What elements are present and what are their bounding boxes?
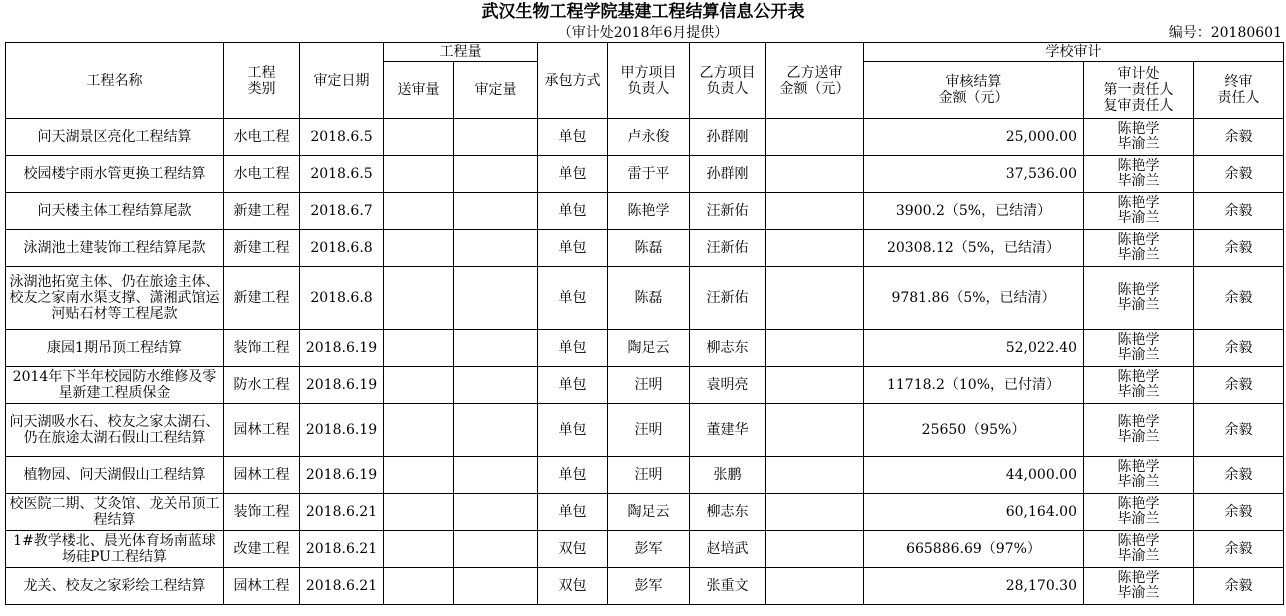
cell-approved-qty[interactable] xyxy=(454,531,538,568)
cell-party-b-amount[interactable] xyxy=(766,457,864,494)
cell-final-lead[interactable]: 余毅 xyxy=(1194,494,1284,531)
cell-project-name[interactable]: 问天楼主体工程结算尾款 xyxy=(6,193,224,230)
cell-approved-qty[interactable] xyxy=(454,119,538,156)
header-quantity-group: 工程量 xyxy=(384,43,538,62)
cell-contract-mode[interactable]: 单包 xyxy=(538,156,608,193)
cell-party-b-amount[interactable] xyxy=(766,367,864,404)
cell-final-lead[interactable]: 余毅 xyxy=(1194,404,1284,457)
cell-category[interactable]: 装饰工程 xyxy=(224,330,300,367)
cell-project-name[interactable]: 泳湖池土建装饰工程结算尾款 xyxy=(6,230,224,267)
cell-audit-amount[interactable]: 20308.12（5%，已结清） xyxy=(864,230,1084,267)
cell-final-lead[interactable]: 余毅 xyxy=(1194,457,1284,494)
table-row[interactable] xyxy=(6,568,1284,605)
cell-project-name[interactable]: 校医院二期、艾灸馆、龙关吊顶工程结算 xyxy=(6,494,224,531)
cell-category[interactable]: 园林工程 xyxy=(224,457,300,494)
cell-party-b-amount[interactable] xyxy=(766,193,864,230)
cell-party-b-lead[interactable]: 柳志东 xyxy=(690,494,766,531)
cell-contract-mode[interactable]: 双包 xyxy=(538,531,608,568)
cell-audit-lead[interactable]: 陈艳学 毕渝兰 xyxy=(1084,330,1194,367)
cell-category[interactable]: 改建工程 xyxy=(224,531,300,568)
cell-audit-amount[interactable]: 28,170.30 xyxy=(864,568,1084,605)
cell-party-b-lead[interactable]: 赵培武 xyxy=(690,531,766,568)
cell-audit-amount[interactable]: 665886.69（97%） xyxy=(864,531,1084,568)
cell-audit-lead[interactable]: 陈艳学 毕渝兰 xyxy=(1084,193,1194,230)
cell-contract-mode[interactable]: 单包 xyxy=(538,230,608,267)
cell-project-name[interactable]: 校园楼宇雨水管更换工程结算 xyxy=(6,156,224,193)
table-row[interactable] xyxy=(6,494,1284,531)
cell-contract-mode[interactable]: 单包 xyxy=(538,494,608,531)
cell-submitted-qty[interactable] xyxy=(384,267,454,330)
cell-date[interactable]: 2018.6.8 xyxy=(300,267,384,330)
cell-party-a-lead[interactable]: 彭军 xyxy=(608,568,690,605)
cell-project-name[interactable]: 2014年下半年校园防水维修及零星新建工程质保金 xyxy=(6,367,224,404)
cell-category[interactable]: 装饰工程 xyxy=(224,494,300,531)
table-body xyxy=(6,119,1284,605)
cell-contract-mode[interactable]: 单包 xyxy=(538,193,608,230)
cell-party-b-lead[interactable]: 柳志东 xyxy=(690,330,766,367)
cell-party-b-amount[interactable] xyxy=(766,230,864,267)
cell-approved-qty[interactable] xyxy=(454,156,538,193)
cell-party-b-amount[interactable] xyxy=(766,494,864,531)
cell-submitted-qty[interactable] xyxy=(384,156,454,193)
cell-date[interactable]: 2018.6.19 xyxy=(300,457,384,494)
cell-party-b-amount[interactable] xyxy=(766,531,864,568)
table-row[interactable] xyxy=(6,367,1284,404)
cell-approved-qty[interactable] xyxy=(454,267,538,330)
table-row[interactable] xyxy=(6,193,1284,230)
cell-party-b-lead[interactable]: 汪新佑 xyxy=(690,230,766,267)
cell-party-b-lead[interactable]: 汪新佑 xyxy=(690,193,766,230)
cell-submitted-qty[interactable] xyxy=(384,568,454,605)
cell-audit-lead[interactable]: 陈艳学 毕渝兰 xyxy=(1084,119,1194,156)
cell-party-b-amount[interactable] xyxy=(766,404,864,457)
cell-approved-qty[interactable] xyxy=(454,193,538,230)
table-row[interactable] xyxy=(6,531,1284,568)
cell-date[interactable]: 2018.6.19 xyxy=(300,330,384,367)
cell-audit-lead[interactable]: 陈艳学 毕渝兰 xyxy=(1084,457,1194,494)
cell-party-b-lead[interactable]: 孙群刚 xyxy=(690,119,766,156)
cell-date[interactable]: 2018.6.8 xyxy=(300,230,384,267)
cell-party-a-lead[interactable]: 陈艳学 xyxy=(608,193,690,230)
cell-approved-qty[interactable] xyxy=(454,230,538,267)
cell-date[interactable]: 2018.6.19 xyxy=(300,404,384,457)
cell-party-a-lead[interactable]: 卢永俊 xyxy=(608,119,690,156)
cell-date[interactable]: 2018.6.21 xyxy=(300,568,384,605)
cell-contract-mode[interactable]: 单包 xyxy=(538,457,608,494)
table-row[interactable] xyxy=(6,267,1284,330)
cell-audit-lead[interactable]: 陈艳学 毕渝兰 xyxy=(1084,404,1194,457)
cell-category[interactable]: 新建工程 xyxy=(224,230,300,267)
cell-party-a-lead[interactable]: 汪明 xyxy=(608,404,690,457)
cell-audit-amount[interactable]: 60,164.00 xyxy=(864,494,1084,531)
cell-party-a-lead[interactable]: 陶足云 xyxy=(608,494,690,531)
cell-project-name[interactable]: 植物园、问天湖假山工程结算 xyxy=(6,457,224,494)
cell-submitted-qty[interactable] xyxy=(384,367,454,404)
cell-final-lead[interactable]: 余毅 xyxy=(1194,330,1284,367)
cell-project-name[interactable]: 龙关、校友之家彩绘工程结算 xyxy=(6,568,224,605)
page-subtitle: （审计处2018年6月提供） xyxy=(557,25,729,41)
header-name: 工程名称 xyxy=(6,43,224,119)
cell-audit-amount[interactable]: 25650（95%） xyxy=(864,404,1084,457)
cell-date[interactable]: 2018.6.5 xyxy=(300,156,384,193)
cell-category[interactable]: 园林工程 xyxy=(224,568,300,605)
cell-audit-amount[interactable]: 44,000.00 xyxy=(864,457,1084,494)
serial-number: 编号：20180601 xyxy=(1168,25,1282,41)
cell-project-name[interactable]: 问天湖景区亮化工程结算 xyxy=(6,119,224,156)
cell-audit-amount[interactable]: 52,022.40 xyxy=(864,330,1084,367)
cell-audit-lead[interactable]: 陈艳学 毕渝兰 xyxy=(1084,230,1194,267)
cell-category[interactable]: 园林工程 xyxy=(224,404,300,457)
cell-party-b-amount[interactable] xyxy=(766,267,864,330)
header-party-a-lead: 甲方项目 负责人 xyxy=(608,43,690,119)
cell-submitted-qty[interactable] xyxy=(384,330,454,367)
cell-party-b-lead[interactable]: 袁明亮 xyxy=(690,367,766,404)
cell-approved-qty[interactable] xyxy=(454,330,538,367)
cell-project-name[interactable]: 1#教学楼北、晨光体育场南蓝球场硅PU工程结算 xyxy=(6,531,224,568)
cell-audit-lead[interactable]: 陈艳学 毕渝兰 xyxy=(1084,494,1194,531)
cell-date[interactable]: 2018.6.5 xyxy=(300,119,384,156)
header-party-b-amount: 乙方送审 金额（元） xyxy=(766,43,864,119)
table-row[interactable] xyxy=(6,330,1284,367)
cell-final-lead[interactable]: 余毅 xyxy=(1194,568,1284,605)
cell-audit-amount[interactable]: 9781.86（5%，已结清） xyxy=(864,267,1084,330)
cell-final-lead[interactable]: 余毅 xyxy=(1194,156,1284,193)
cell-audit-lead[interactable]: 陈艳学 毕渝兰 xyxy=(1084,156,1194,193)
cell-contract-mode[interactable]: 单包 xyxy=(538,367,608,404)
cell-contract-mode[interactable]: 单包 xyxy=(538,404,608,457)
cell-approved-qty[interactable] xyxy=(454,404,538,457)
cell-audit-amount[interactable]: 11718.2（10%，已付清） xyxy=(864,367,1084,404)
cell-submitted-qty[interactable] xyxy=(384,494,454,531)
cell-submitted-qty[interactable] xyxy=(384,457,454,494)
cell-party-b-lead[interactable]: 董建华 xyxy=(690,404,766,457)
cell-date[interactable]: 2018.6.21 xyxy=(300,531,384,568)
header-date: 审定日期 xyxy=(300,43,384,119)
cell-submitted-qty[interactable] xyxy=(384,404,454,457)
cell-party-b-lead[interactable]: 张重文 xyxy=(690,568,766,605)
header-party-b-lead: 乙方项目 负责人 xyxy=(690,43,766,119)
cell-date[interactable]: 2018.6.21 xyxy=(300,494,384,531)
cell-party-b-amount[interactable] xyxy=(766,568,864,605)
cell-audit-lead[interactable]: 陈艳学 毕渝兰 xyxy=(1084,568,1194,605)
cell-contract-mode[interactable]: 单包 xyxy=(538,330,608,367)
cell-party-a-lead[interactable]: 雷于平 xyxy=(608,156,690,193)
cell-submitted-qty[interactable] xyxy=(384,193,454,230)
cell-audit-lead[interactable]: 陈艳学 毕渝兰 xyxy=(1084,367,1194,404)
cell-party-a-lead[interactable]: 汪明 xyxy=(608,367,690,404)
cell-approved-qty[interactable] xyxy=(454,367,538,404)
settlement-table xyxy=(5,42,1284,605)
table-row[interactable] xyxy=(6,156,1284,193)
cell-date[interactable]: 2018.6.19 xyxy=(300,367,384,404)
cell-party-a-lead[interactable]: 汪明 xyxy=(608,457,690,494)
cell-audit-amount[interactable]: 37,536.00 xyxy=(864,156,1084,193)
cell-party-b-lead[interactable]: 孙群刚 xyxy=(690,156,766,193)
header-audit-lead: 审计处 第一责任人 复审责任人 xyxy=(1084,62,1194,119)
cell-party-b-amount[interactable] xyxy=(766,119,864,156)
cell-final-lead[interactable]: 余毅 xyxy=(1194,367,1284,404)
cell-submitted-qty[interactable] xyxy=(384,531,454,568)
cell-category[interactable]: 新建工程 xyxy=(224,267,300,330)
cell-category[interactable]: 新建工程 xyxy=(224,193,300,230)
cell-project-name[interactable]: 问天湖吸水石、校友之家太湖石、仍在旅途太湖石假山工程结算 xyxy=(6,404,224,457)
table-row[interactable] xyxy=(6,404,1284,457)
header-audit-amount: 审核结算 金额（元） xyxy=(864,62,1084,119)
cell-final-lead[interactable]: 余毅 xyxy=(1194,230,1284,267)
table-row[interactable] xyxy=(6,457,1284,494)
cell-project-name[interactable]: 康园1期吊顶工程结算 xyxy=(6,330,224,367)
cell-project-name[interactable]: 泳湖池拓宽主体、仍在旅途主体、校友之家南水渠支撑、潇湘武馆运河贴石材等工程尾款 xyxy=(6,267,224,330)
cell-audit-lead[interactable]: 陈艳学 毕渝兰 xyxy=(1084,531,1194,568)
cell-final-lead[interactable]: 余毅 xyxy=(1194,193,1284,230)
cell-approved-qty[interactable] xyxy=(454,568,538,605)
cell-audit-lead[interactable]: 陈艳学 毕渝兰 xyxy=(1084,267,1194,330)
header-contract-mode: 承包方式 xyxy=(538,43,608,119)
page-title: 武汉生物工程学院基建工程结算信息公开表 xyxy=(481,2,805,22)
cell-category[interactable]: 水电工程 xyxy=(224,156,300,193)
cell-party-b-lead[interactable]: 张鹏 xyxy=(690,457,766,494)
cell-category[interactable]: 水电工程 xyxy=(224,119,300,156)
cell-final-lead[interactable]: 余毅 xyxy=(1194,119,1284,156)
cell-party-b-amount[interactable] xyxy=(766,330,864,367)
cell-date[interactable]: 2018.6.7 xyxy=(300,193,384,230)
cell-audit-amount[interactable]: 25,000.00 xyxy=(864,119,1084,156)
cell-category[interactable]: 防水工程 xyxy=(224,367,300,404)
cell-contract-mode[interactable]: 双包 xyxy=(538,568,608,605)
header-submitted-qty: 送审量 xyxy=(384,62,454,119)
header-category: 工程 类别 xyxy=(224,43,300,119)
cell-audit-amount[interactable]: 3900.2（5%，已结清） xyxy=(864,193,1084,230)
table-row[interactable] xyxy=(6,230,1284,267)
cell-approved-qty[interactable] xyxy=(454,494,538,531)
cell-contract-mode[interactable]: 单包 xyxy=(538,267,608,330)
cell-contract-mode[interactable]: 单包 xyxy=(538,119,608,156)
cell-party-b-amount[interactable] xyxy=(766,156,864,193)
cell-party-a-lead[interactable]: 陈磊 xyxy=(608,230,690,267)
header-approved-qty: 审定量 xyxy=(454,62,538,119)
cell-submitted-qty[interactable] xyxy=(384,119,454,156)
cell-final-lead[interactable]: 余毅 xyxy=(1194,531,1284,568)
cell-submitted-qty[interactable] xyxy=(384,230,454,267)
cell-party-a-lead[interactable]: 陈磊 xyxy=(608,267,690,330)
cell-party-a-lead[interactable]: 陶足云 xyxy=(608,330,690,367)
table-row[interactable] xyxy=(6,119,1284,156)
cell-party-a-lead[interactable]: 彭军 xyxy=(608,531,690,568)
cell-party-b-lead[interactable]: 汪新佑 xyxy=(690,267,766,330)
header-final-lead: 终审 责任人 xyxy=(1194,62,1284,119)
cell-final-lead[interactable]: 余毅 xyxy=(1194,267,1284,330)
cell-approved-qty[interactable] xyxy=(454,457,538,494)
header-audit-group: 学校审计 xyxy=(864,43,1284,62)
